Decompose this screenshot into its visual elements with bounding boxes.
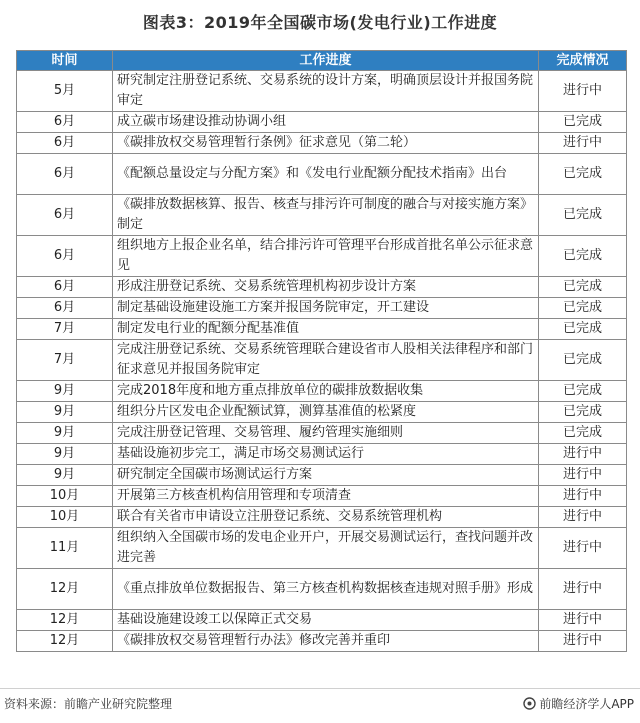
source-note: 资料来源：前瞻产业研究院整理 <box>4 697 173 711</box>
header-status: 完成情况 <box>539 51 627 71</box>
table-row <box>17 507 627 528</box>
task-cell: 制定基础设施建设施工方案并报国务院审定，开工建设 <box>113 298 539 319</box>
status-cell: 已完成 <box>539 402 627 423</box>
task-cell: 完成注册登记管理、交易管理、履约管理实施细则 <box>113 423 539 444</box>
time-cell: 6月 <box>17 298 113 319</box>
table-row <box>17 298 627 319</box>
header-time: 时间 <box>17 51 113 71</box>
time-cell: 12月 <box>17 569 113 610</box>
table-row <box>17 381 627 402</box>
status-cell: 进行中 <box>539 444 627 465</box>
task-cell: 形成注册登记系统、交易系统管理机构初步设计方案 <box>113 277 539 298</box>
status-cell: 已完成 <box>539 381 627 402</box>
task-cell: 基础设施建设竣工以保障正式交易 <box>113 610 539 631</box>
status-cell: 已完成 <box>539 236 627 277</box>
table-row <box>17 486 627 507</box>
brand-credit <box>523 695 634 712</box>
status-cell: 已完成 <box>539 319 627 340</box>
time-cell: 12月 <box>17 631 113 652</box>
table-row <box>17 71 627 112</box>
task-cell: 研究制定注册登记系统、交易系统的设计方案，明确顶层设计并报国务院审定 <box>113 71 539 112</box>
status-cell: 进行中 <box>539 71 627 112</box>
table-row <box>17 133 627 154</box>
time-cell: 12月 <box>17 610 113 631</box>
time-cell: 7月 <box>17 340 113 381</box>
task-cell: 完成2018年度和地方重点排放单位的碳排放数据收集 <box>113 381 539 402</box>
task-cell: 制定发电行业的配额分配基准值 <box>113 319 539 340</box>
status-cell: 已完成 <box>539 195 627 236</box>
brand-name: 前瞻经济学人APP <box>539 697 634 711</box>
table-row <box>17 444 627 465</box>
time-cell: 9月 <box>17 423 113 444</box>
table-row <box>17 195 627 236</box>
table-header <box>17 51 627 71</box>
task-cell: 组织纳入全国碳市场的发电企业开户，开展交易测试运行，查找问题并改进完善 <box>113 528 539 569</box>
status-cell: 已完成 <box>539 112 627 133</box>
time-cell: 7月 <box>17 319 113 340</box>
time-cell: 9月 <box>17 444 113 465</box>
header-task: 工作进度 <box>113 51 539 71</box>
time-cell: 6月 <box>17 112 113 133</box>
time-cell: 9月 <box>17 465 113 486</box>
time-cell: 10月 <box>17 507 113 528</box>
time-cell: 6月 <box>17 236 113 277</box>
task-cell: 联合有关省市申请设立注册登记系统、交易系统管理机构 <box>113 507 539 528</box>
status-cell: 进行中 <box>539 465 627 486</box>
footer-divider <box>0 688 640 689</box>
time-cell: 6月 <box>17 154 113 195</box>
table-row <box>17 236 627 277</box>
time-cell: 6月 <box>17 133 113 154</box>
task-cell: 完成注册登记系统、交易系统管理联合建设省市人股相关法律程序和部门征求意见并报国务院审定 <box>113 340 539 381</box>
table-row <box>17 569 627 610</box>
task-cell: 《重点排放单位数据报告、第三方核查机构数据核查违规对照手册》形成 <box>113 569 539 610</box>
table-row <box>17 610 627 631</box>
progress-table <box>16 50 627 652</box>
time-cell: 9月 <box>17 381 113 402</box>
time-cell: 10月 <box>17 486 113 507</box>
table-row <box>17 277 627 298</box>
status-cell: 已完成 <box>539 340 627 381</box>
time-cell: 6月 <box>17 195 113 236</box>
table-row <box>17 402 627 423</box>
task-cell: 《配额总量设定与分配方案》和《发电行业配额分配技术指南》出台 <box>113 154 539 195</box>
status-cell: 进行中 <box>539 610 627 631</box>
task-cell: 开展第三方核查机构信用管理和专项清查 <box>113 486 539 507</box>
status-cell: 已完成 <box>539 154 627 195</box>
task-cell: 组织地方上报企业名单，结合排污许可管理平台形成首批名单公示征求意见 <box>113 236 539 277</box>
status-cell: 进行中 <box>539 631 627 652</box>
table-body <box>17 71 627 652</box>
table-row <box>17 631 627 652</box>
chart-title: 图表3：2019年全国碳市场(发电行业)工作进度 <box>142 13 498 32</box>
status-cell: 进行中 <box>539 569 627 610</box>
status-cell: 进行中 <box>539 528 627 569</box>
task-cell: 《碳排放权交易管理暂行办法》修改完善并重印 <box>113 631 539 652</box>
task-cell: 《碳排放数据核算、报告、核查与排污许可制度的融合与对接实施方案》制定 <box>113 195 539 236</box>
task-cell: 组织分片区发电企业配额试算，测算基准值的松紧度 <box>113 402 539 423</box>
task-cell: 成立碳市场建设推动协调小组 <box>113 112 539 133</box>
status-cell: 进行中 <box>539 486 627 507</box>
status-cell: 已完成 <box>539 277 627 298</box>
status-cell: 进行中 <box>539 133 627 154</box>
task-cell: 《碳排放权交易管理暂行条例》征求意见（第二轮） <box>113 133 539 154</box>
task-cell: 基础设施初步完工，满足市场交易测试运行 <box>113 444 539 465</box>
status-cell: 已完成 <box>539 423 627 444</box>
time-cell: 9月 <box>17 402 113 423</box>
time-cell: 11月 <box>17 528 113 569</box>
table-row <box>17 528 627 569</box>
time-cell: 6月 <box>17 277 113 298</box>
table-row <box>17 465 627 486</box>
table-row <box>17 340 627 381</box>
table-row <box>17 112 627 133</box>
task-cell: 研究制定全国碳市场测试运行方案 <box>113 465 539 486</box>
table-row <box>17 319 627 340</box>
status-cell: 已完成 <box>539 298 627 319</box>
time-cell: 5月 <box>17 71 113 112</box>
table-row <box>17 154 627 195</box>
status-cell: 进行中 <box>539 507 627 528</box>
qianzhan-logo-icon <box>523 697 536 710</box>
table-row <box>17 423 627 444</box>
